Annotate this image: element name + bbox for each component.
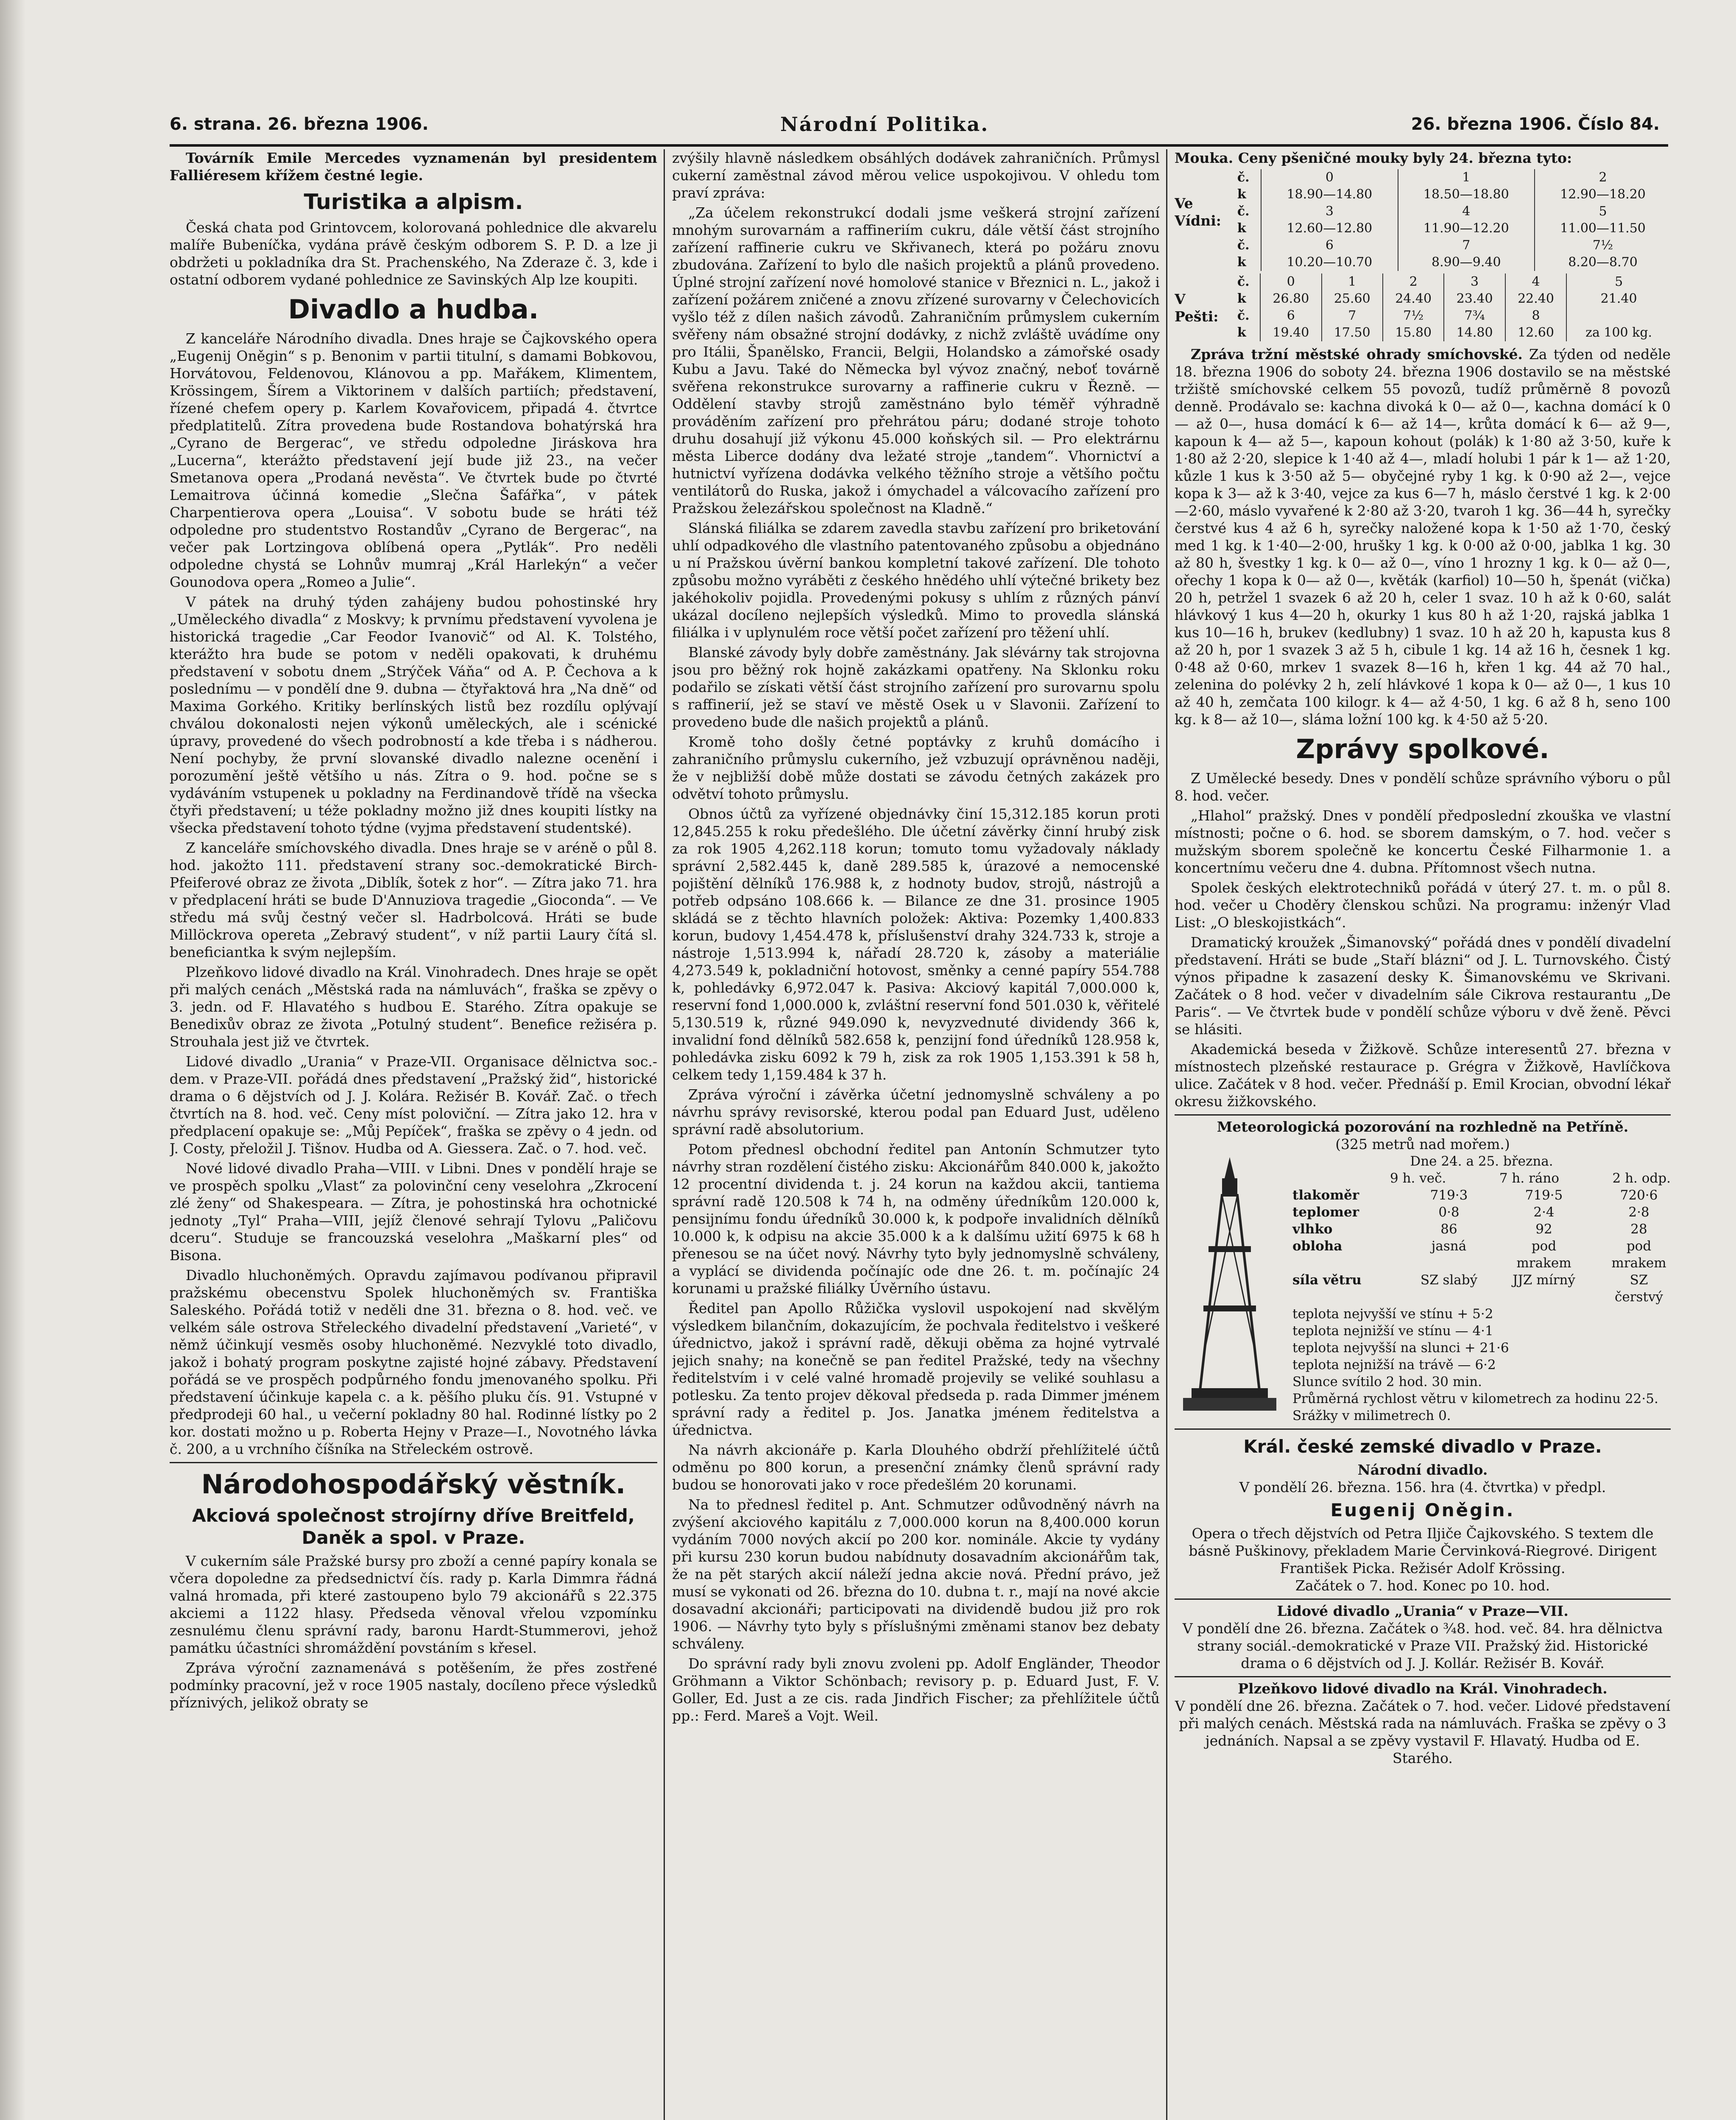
nd-subheading: Národní divadlo. bbox=[1357, 1462, 1488, 1478]
col2-paragraph-7: Zpráva výroční i závěrka účetní jednomyslně schváleny a po návrhu správy revisorské, kterou podal pan Eduard Just, udělenо správní radě absolutorium. bbox=[672, 1086, 1160, 1138]
breitfeld-paragraph-1: V cukerním sále Pražské bursy pro zboží a cenné papíry konala se včera dopoledne za předsednictví čís. rady p. Karla Dimmra řádná valná hromada, při které zastoupeno bylo 79 akcionářů s 22.375 akciemi a 1122 hlasy. Předseda věnoval vřelou vzpomínku zesnulému členu správní rady, baronu Hardt-Stummerovi, jehož památku účastníci shromáždění povstáním s křesel. bbox=[170, 1553, 657, 1656]
mouka-wien-cell: 11.90—12.20 bbox=[1398, 220, 1535, 237]
narodohospodarsky-heading: Národohospodářský věstník. bbox=[201, 1469, 626, 1500]
mouka-pest-row bbox=[1235, 324, 1671, 341]
meteo-row-value: 720·6 bbox=[1620, 1188, 1658, 1203]
meteo-line: teplota nejvyšší na slunci + 21·6 bbox=[1292, 1340, 1509, 1356]
mouka-pest-cell: 26.80 bbox=[1260, 290, 1321, 307]
meteo-row-value: pod mrakem bbox=[1611, 1239, 1666, 1271]
meteo-row-label: teplomer bbox=[1292, 1205, 1359, 1220]
intro-notice: Továrník Emile Mercedes vyznamenán byl presidentem Falliéresem křížem čestné legie. bbox=[170, 150, 657, 184]
meteo-column-header: 9 h. več. bbox=[1390, 1171, 1446, 1186]
header-rule bbox=[170, 144, 1668, 147]
col2-paragraph-5: Kromě toho došly četné poptávky z kruhů domácího i zahraničního průmyslu cukerního, jež vzbuzují oprávněnou naději, že v nejbližší době může dostati se závodu četných zakázek pro odvětví tohoto průmyslu. bbox=[672, 734, 1160, 802]
mouka-wien-row bbox=[1235, 186, 1671, 203]
plzenkovo-notice bbox=[1175, 1676, 1671, 1767]
meteo-row-value: JJZ mírný bbox=[1513, 1272, 1575, 1288]
mouka-wien-cell: č. bbox=[1237, 238, 1250, 253]
meteo-line: Slunce svítilo 2 hod. 30 min. bbox=[1292, 1374, 1482, 1389]
meteo-row-value: 2·4 bbox=[1533, 1205, 1555, 1220]
mouka-pest-cell: 14.80 bbox=[1444, 324, 1505, 341]
meteo-date: Dne 24. a 25. března. bbox=[1410, 1154, 1553, 1169]
mouka-pest-cell: 2 bbox=[1383, 273, 1444, 290]
mouka-intro: Mouka. Ceny pšeničné mouky byly 24. března tyto: bbox=[1175, 150, 1572, 166]
mouka-wien-cell: 3 bbox=[1261, 203, 1398, 220]
divadlo-paragraph-3: Z kanceláře smíchovského divadla. Dnes hraje se v aréně o půl 8. hod. jakožto 111. představení strany soc.-demokratické Birch-Pfeiferové obraz ze života „Diblík, šotek z hor“. — Zítra jako 71. hra v předplacení hráti se bude D'Annuziova tragedie „Gioconda“. — Ve středu má svůj čestný večer sl. Hadrbolcová. Hráti se bude Millöckrova opereta „Zebravý student“, v níž partii Laury čítá sl. beneficiantka k svým nejlepším. bbox=[170, 840, 657, 960]
mouka-pest-cell: 7¾ bbox=[1444, 307, 1505, 324]
meteo-row-value: 719·3 bbox=[1430, 1188, 1468, 1203]
mouka-pest-cell: 7½ bbox=[1383, 307, 1444, 324]
nd-line-2: Opera o třech dějstvích od Petra Iljiče Čajkovského. S textem dle básně Puškinovy, překladem Marie Červinková-Riegrové. Dirigent František Picka. Režisér Adolf Krössing. bbox=[1189, 1525, 1657, 1576]
nd-heading: Král. české zemské divadlo v Praze. bbox=[1243, 1436, 1602, 1457]
masthead-title: Národní Politika. bbox=[780, 113, 989, 136]
col2-paragraph-6: Obnos účtů za vyřízené objednávky činí 15,312.185 korun proti 12,845.255 k roku předešlého. Dle účetní závěrky činní hrubý zisk za rok 1905 4,262.118 korun; tomuto tomu vyžadovaly náklady správní 2,582.445 k, daně 289.585 k, úrazové a nemocenské pojištění dělníků 176.988 k, z hodnoty budov, strojů, nástrojů a potřeb odpsáno 108.666 k. — Bilance ze dne 31. prosince 1905 skládá se z těchto hlavních položek: Aktiva: Pozemky 1,400.833 korun, budovy 1,454.478 k, příslušenství drahy 324.733 k, stroje a nástroje 1,513.994 k, nářadí 28.720 k, zásoby a materiálie 4,273.549 k, pokladniční hotovost, směnky a cenné papíry 554.788 k, pohledávky 6,972.047 k. Pasiva: Akciový kapitál 7,000.000 k, reservní fond 1,000.000 k, zvláštní reservní fond 501.030 k, věřitelé 5,130.519 k, různé 949.090 k, nevyzvednuté dividendy 366 k, invalidní fond dělníků 582.658 k, penzijní fond úředníků 128.958 k, pohledávka zisku 6092 k 79 h, zisk za rok 1905 1,153.391 k 58 h, celkem tedy 1,159.484 k 37 h. bbox=[672, 806, 1160, 1083]
mouka-pest-cell: 25.60 bbox=[1322, 290, 1383, 307]
divadlo-heading: Divadlo a hudba. bbox=[288, 294, 539, 325]
mouka-pest-cell: 4 bbox=[1505, 273, 1566, 290]
mouka-wien-cell: 4 bbox=[1398, 203, 1535, 220]
col2-paragraph-3: Slánská filiálka se zdarem zavedla stavbu zařízení pro briketování uhlí odpadkového dle vlastního patentovaného způsobu a objednáno u ní Pražskou úvěrní bankou kompletní takové zařízení. Dle tohoto způsobu možno vyráběti z českého hnědého uhlí výtečné brikety bez jakéhokoliv pojidla. Provedenými pokusy s uhlím z různých pánví ukázal docíleno nejlepších výsledků. Mimo to provedla slánská filiálka i v uplynulém roce větší počet zařízení pro těžení uhlí. bbox=[672, 520, 1160, 641]
meteo-rows bbox=[1292, 1187, 1671, 1305]
mouka-wien-cell: 0 bbox=[1261, 169, 1398, 186]
meteo-subheading: (325 metrů nad mořem.) bbox=[1335, 1136, 1510, 1152]
turistika-text: Česká chata pod Grintovcem, kolorovaná pohlednice dle akvarelu malíře Bubeníčka, vydána právě českým odborem S. P. D. a lze ji obdržeti u pokladníka dra St. Prachenského, Na Zderaze č. 3, kde i ostatní odborem vydané pohlednice ze Savinských Alp lze koupiti. bbox=[170, 219, 657, 288]
column-2 bbox=[672, 149, 1160, 2120]
divadlo-paragraph-2: V pátek na druhý týden zahájeny budou pohostinské hry „Uměleckého divadla“ z Moskvy; k prvnímu představení vyvolena je historická tragedie „Car Feodor Ivanovič“ od Al. K. Tolstého, kterážto hra bude se potom v neděli opakovati, k druhému představení v sobotu dnem „Strýček Váňa“ od A. P. Čechova a k poslednímu — v pondělí dne 9. dubna — čtyřaktová hra „Na dně“ od Maxima Gorkého. Kritiky berlínských listů bez rozdílu oplývají chválou dokonalosti nejen výkonů uměleckých, ale i scénické úpravy, provedené do všech podrobností a kde třeba i s nádherou. Není pochyby, že první slovanské divadlo nalezne ocenění i porozumění ještě většího u nás. Zítra o 9. hod. počne se s vydáváním vstupenek u pokladny na Ferdinandově třídě na všecka čtyři představení; u téže pokladny možno již dnes koupiti lístky na všecka představení tohoto týdne (vyjma představení studentské). bbox=[170, 594, 657, 836]
column-1 bbox=[170, 149, 657, 2120]
petrin-tower-icon bbox=[1175, 1153, 1285, 1416]
mouka-pest-row bbox=[1235, 307, 1671, 324]
mouka-wien-block bbox=[1175, 169, 1671, 271]
mouka-wien-row bbox=[1235, 203, 1671, 220]
meteo-line: teplota nejvyšší ve stínu + 5·2 bbox=[1292, 1306, 1493, 1322]
mouka-wien-cell: 18.90—14.80 bbox=[1261, 186, 1398, 203]
mouka-wien-cell: k bbox=[1237, 221, 1246, 236]
mouka-pest-cell: 21.40 bbox=[1566, 290, 1671, 307]
mouka-wien-cell: 11.00—11.50 bbox=[1535, 220, 1671, 237]
mouka-wien-row bbox=[1235, 220, 1671, 237]
urania-notice bbox=[1175, 1598, 1671, 1672]
mouka-wien-cell: 1 bbox=[1398, 169, 1535, 186]
mouka-wien-cell: č. bbox=[1237, 204, 1250, 219]
section-rule bbox=[170, 1462, 657, 1463]
meteo-row-value: 2·8 bbox=[1628, 1205, 1649, 1220]
col2-paragraph-9: Ředitel pan Apollo Růžička vyslovil uspokojení nad skvělým výsledkem bilančním, dokazujícím, že pochvala ředitelstvo i veškeré úřednictvo, jakož i správní radě, děkuji oběma za hojné vytrvalé jejich snahy; na konečně se pan ředitel Pražské, tedy na všechny ředitelstvím i v celé valné hromadě projevily se veliké souhlasu a potlesku. Za tento projev děkoval předseda p. rada Dimmer jménem správní rady a ředitel p. Jos. Janatka jménem ředitelstva a úřednictva. bbox=[672, 1300, 1160, 1438]
mouka-pest-cell: za 100 kg. bbox=[1566, 324, 1671, 341]
mouka-wien-cell: č. bbox=[1237, 170, 1250, 185]
turistika-heading: Turistika a alpism. bbox=[304, 190, 523, 214]
header-left: 6. strana. 26. března 1906. bbox=[170, 114, 429, 134]
mouka-pest-cell: č. bbox=[1237, 274, 1250, 289]
meteo-row-value: 719·5 bbox=[1525, 1188, 1563, 1203]
meteo-column-header: 2 h. odp. bbox=[1612, 1171, 1671, 1186]
mouka-pest-cell: 3 bbox=[1444, 273, 1505, 290]
mouka-pest-cell: č. bbox=[1237, 308, 1250, 323]
divadlo-paragraph-4: Plzeňkovo lidové divadlo na Král. Vinohradech. Dnes hraje se opět při malých cenách „Městská rada na námluvách“, fraška se zpěvy o 3. jedn. od F. Hlavatého s hudbou E. Starého. Zítra opakuje se Benedixův obraz ze života „Potulný student“. Benefice režiséra p. Strouhala jest již ve čtvrtek. bbox=[170, 964, 657, 1050]
mouka-pest-cell: 8 bbox=[1505, 307, 1566, 324]
urania-text: V pondělí dne 26. března. Začátek o ¾8. hod. več. 84. hra dělnictva strany sociál.-demokratické v Praze VII. Pražský žid. Historické drama o 6 dějstvích od J. J. Kollár. Režisér B. Kovář. bbox=[1182, 1620, 1663, 1671]
mouka-pest-cell: 6 bbox=[1260, 307, 1321, 324]
divadlo-paragraph-7: Divadlo hluchoněmých. Opravdu zajímavou podívanou připravil pražskému obecenstvu Spolek hluchoněmých sv. Františka Saleského. Pořádá totiž v neděli dne 31. března o 8. hod. več. ve velkém sále ostrova Střeleckého divadelní představení „Varieté“, v němž účinkují vesměs osoby hluchoněmé. Nezvyklé toto divadlo, jakož i bohatý program poskytne zajisté hojné zábavy. Představení pořádá se ve prospěch podpůrného fondu jmenovaného spolku. Při představení účinkuje kapela c. a k. pěšího pluku čís. 91. Vstupné v předprodeji 60 hal., u večerní pokladny 80 hal. Rodinné lístky po 2 kor. dostati možno u p. Roberta Hejny v Praze—I., Novotného lávka č. 200, a u vrchního číšníka na Střeleckém ostrově. bbox=[170, 1267, 657, 1457]
meteo-row bbox=[1292, 1272, 1671, 1305]
col2-paragraph-2: „Za účelem rekonstrukcí dodali jsme veškerá strojní zařízení mnohým surovarnám a raffineriím cukru, dále větší část strojního zařízení raffinerie cukru ve Skřivanech, která po požáru znovu zbudována. Zařízení to bylo dle našich projektů a plánů provedeno. Úplné strojní zařízení nové homolové stanice v Březnici n. L., jakož i zařízení požárem zničené a znovu zřízené surovarny v Čelechovicích vyšlo též z dílen našich závodů. Zahraničním průmyslem cukerním svěřeny nám obsažné strojní dodávky, z nichž zvláště uvádíme ony pro Itálii, Španělsko, Francii, Belgii, Holandsko a zámořské osady Kubu a Javu. Také do Německa byl vývoz značný, neboť továrně svěřena rekonstrukce surovarny a raffinerie cukru v Řezně. — Oddělení stavby strojů zaměstnáno bylo téměř výhradně prováděním zařízení pro přehrátou páru; dodané stroje tohoto druhu dosahují již výkonu 45.000 koňských sil. — Pro elektrárnu města Liberce dodány dva ležaté stroje „tandem“. Vhornictví a hutnictví vyřízena dodávka velkého těžního stroje a většího počtu ventilátorů do Ruska, jakož i ómychadel a válcovacího zařízení pro Pražskou železářskou společnost na Kladně.“ bbox=[672, 204, 1160, 516]
meteo-row-value: 0·8 bbox=[1438, 1205, 1460, 1220]
mouka-pest-cell: 23.40 bbox=[1444, 290, 1505, 307]
mouka-pest-cell: 12.60 bbox=[1505, 324, 1566, 341]
mouka-wien-table bbox=[1235, 169, 1671, 271]
mouka-pest-cell: 17.50 bbox=[1322, 324, 1383, 341]
breitfeld-paragraph-2: Zpráva výroční zaznamenává s potěšením, že přes zostřené podmínky pracovní, jež v roce 1905 nastaly, docíleno přece výsledků příznivých, jelikož obraty se bbox=[170, 1660, 657, 1711]
mouka-pest-cell: 0 bbox=[1260, 273, 1321, 290]
header-right: 26. března 1906. Číslo 84. bbox=[1411, 114, 1660, 134]
mouka-wien-cell: 8.20—8.70 bbox=[1535, 254, 1671, 271]
meteo-row-value: SZ čerstvý bbox=[1615, 1272, 1663, 1305]
spolky-item-2: „Hlahol“ pražský. Dnes v pondělí předposlední zkouška ve vlastní místnosti; počne o 6. hod. se sborem damským, o 7. hod. večer s mužským sborem společně ke koncertu České Filharmonie 1. a koncertnímu večeru dne 4. dubna. Přítomnost všech nutna. bbox=[1175, 807, 1671, 876]
meteo-column-header: 7 h. ráno bbox=[1499, 1171, 1560, 1186]
meteo-row-value: 28 bbox=[1630, 1222, 1647, 1237]
mouka-pest-cell: k bbox=[1237, 291, 1246, 306]
mouka-pest-cell: 5 bbox=[1566, 273, 1671, 290]
mouka-wien-cell: 6 bbox=[1261, 237, 1398, 254]
mouka-pest-label: V Pešti: bbox=[1175, 291, 1219, 325]
mouka-pest-cell: 19.40 bbox=[1260, 324, 1321, 341]
column-rule-1 bbox=[664, 149, 665, 2120]
nd-line-1: V pondělí 26. března. 156. hra (4. čtvrtka) v předpl. bbox=[1239, 1479, 1606, 1495]
page-edge-shadow bbox=[0, 0, 25, 2120]
mouka-pest-table bbox=[1235, 273, 1671, 341]
col2-paragraph-12: Do správní rady byli znovu zvoleni pp. Adolf Engländer, Theodor Gröhmann a Viktor Schönbach; revisory p. p. Eduard Just, F. V. Goller, Ed. Just a ze cis. rada Jindřich Fischer; za přehlížitele účtů pp.: Ferd. Mareš a Vojt. Weil. bbox=[672, 1655, 1160, 1724]
mouka-pest-cell: 1 bbox=[1322, 273, 1383, 290]
meteo-row-label: tlakoměr bbox=[1292, 1188, 1359, 1203]
breitfeld-subheading: Akciová společnost strojírny dříve Breitfeld, Daněk a spol. v Praze. bbox=[192, 1505, 635, 1548]
nd-notice bbox=[1175, 1428, 1671, 1594]
meteo-line: Průměrná rychlost větru v kilometrech za hodinu 22·5. bbox=[1292, 1391, 1658, 1406]
page-header bbox=[170, 114, 1660, 139]
mouka-wien-row bbox=[1235, 169, 1671, 186]
mouka-wien-cell: 7 bbox=[1398, 237, 1535, 254]
nd-line-3: Začátek o 7. hod. Konec po 10. hod. bbox=[1295, 1577, 1550, 1594]
mouka-pest-row bbox=[1235, 273, 1671, 290]
spolky-item-4: Dramatický kroužek „Šimanovský“ pořádá dnes v pondělí divadelní představení. Hráti se bude „Staří blázni“ od J. L. Turnovského. Čistý výnos připadne k zasazení desky K. Šimanovskému ve Skrivani. Začátek o 8 hod. večer v divadelním sále Cikrova restaurantu „De Paris“. — Ve čtvrtek bude v pondělí schůze výboru v dvě ženě. Pěvci se hlásiti. bbox=[1175, 934, 1671, 1038]
column-rule-2 bbox=[1166, 149, 1167, 2120]
mouka-pest-cell: 7 bbox=[1322, 307, 1383, 324]
divadlo-paragraph-6: Nové lidové divadlo Praha—VIII. v Libni. Dnes v pondělí hraje se ve prospěch spolku „Vlast“ za polovinční ceny veselohra „Zkrocení zlé ženy“ od Shakespeara. — Zítra, je pohostinská hra ochotnické jednoty „Tyl“ Praha—VIII, jejíž členové sehrají Tylovu „Paličovu dceru“. Studuje se francouzská veselohra „Maškarní ples“ od Bisona. bbox=[170, 1160, 657, 1264]
mouka-wien-cell: 12.60—12.80 bbox=[1261, 220, 1398, 237]
column-3 bbox=[1175, 149, 1671, 2120]
meteo-lines bbox=[1292, 1305, 1671, 1424]
mouka-pest-cell: 15.80 bbox=[1383, 324, 1444, 341]
mouka-pest-cell: 24.40 bbox=[1383, 290, 1444, 307]
meteo-column-headers bbox=[1292, 1170, 1671, 1187]
mouka-wien-label: Ve Vídni: bbox=[1175, 195, 1221, 229]
meteo-row-value: SZ slabý bbox=[1420, 1272, 1478, 1288]
meteo-row-value: pod mrakem bbox=[1516, 1239, 1571, 1271]
col2-paragraph-11: Na to přednesl ředitel p. Ant. Schmutzer odůvodněný návrh na zvýšení akciového kapitálu z 7,000.000 korun na 8,400.000 korun vydáním 7000 nových akcií po 200 kor. nominále. Akcie ty vydány při kursu 230 korun budou nabídnuty dosavadním akcionářům tak, že na pět starých akcií náleží jedna akcie nová. Přední právo, jež musí se vykonati od 26. března do 10. dubna t. r., mají na nové akcie dosavadní akcionáři; participovati na dividendě budou již pro rok 1906. — Návrhy tyto byly s příslušnými změnami stanov bez debaty schváleny. bbox=[672, 1496, 1160, 1652]
meteo-line: teplota nejnižší ve stínu — 4·1 bbox=[1292, 1323, 1493, 1339]
mouka-wien-row bbox=[1235, 237, 1671, 254]
plzenkovo-text: V pondělí dne 26. března. Začátek o 7. hod. večer. Lidové představení při malých cenách. Městská rada na námluvách. Fraška se zpěvy o 3 jednáních. Napsal a se zpěvy vystavil F. Hlavatý. Hudba od E. Starého. bbox=[1175, 1698, 1671, 1766]
col2-paragraph-4: Blanské závody byly dobře zaměstnány. Jak slévárny tak strojovna jsou pro běžný rok hojně zakázkami opatřeny. Na Sklonku roku podařilo se získati větší část strojního zařízení pro surovarnu spolu s raffinerií, jež se staví ve městě Osek u v Slavonii. Zařízení to provedeno bude dle našich projektů a plánů. bbox=[672, 644, 1160, 730]
meteo-row bbox=[1292, 1187, 1671, 1204]
mouka-wien-cell: k bbox=[1237, 187, 1246, 202]
meteo-box bbox=[1175, 1114, 1671, 1424]
divadlo-paragraph-1: Z kanceláře Národního divadla. Dnes hraje se Čajkovského opera „Eugenij Oněgin“ s p. Benonim v partii titulní, s damami Bobkovou, Horvátovou, Feldenovou, Klánovou a pp. Mařákem, Klimentem, Krössingem, Šírem a Viktorinem v dalších partiích; představení, řízené chefem opery p. Karlem Kovařovicem, připadá 4. čtvrtce předplatitelů. Zítra provedena bude Rostandova bohatýrská hra „Cyrano de Bergerac“, ve středu odpoledne Jiráskova hra „Lucerna“, kterážto představení její bude již 23., na večer Smetanova opera „Prodaná nevěsta“. Ve čtvrtek bude po čtvrté Lemaitrova účinná komedie „Slečna Šafářka“, v pátek Charpentierova opera „Louisa“. V sobotu bude se hráti též odpoledne pro studentstvo Rostandův „Cyrano de Bergerac“, na večer pak Lortzingova oblíbená opera „Pytlák“. Pro neděli odpoledne chystá se Lohnův mumraj „Král Harlekýn“ a večer Gounodova opera „Romeo a Julie“. bbox=[170, 330, 657, 590]
nd-title: Eugenij Oněgin. bbox=[1330, 1500, 1515, 1520]
meteo-row bbox=[1292, 1238, 1671, 1272]
meteo-line: teplota nejnižší na trávě — 6·2 bbox=[1292, 1357, 1496, 1372]
trziste-heading: Zpráva tržní městské ohrady smíchovské. bbox=[1191, 346, 1523, 363]
mouka-pest-cell: k bbox=[1237, 325, 1246, 340]
plzenkovo-heading: Plzeňkovo lidové divadlo na Král. Vinohradech. bbox=[1238, 1680, 1608, 1697]
mouka-wien-cell: 7½ bbox=[1535, 237, 1671, 254]
mouka-wien-cell: 8.90—9.40 bbox=[1398, 254, 1535, 271]
mouka-pest-block bbox=[1175, 273, 1671, 341]
meteo-row bbox=[1292, 1221, 1671, 1238]
mouka-pest-cell bbox=[1566, 307, 1671, 324]
spolky-item-1: Z Umělecké besedy. Dnes v pondělí schůze správního výboru o půl 8. hod. večer. bbox=[1175, 770, 1671, 804]
spolky-heading: Zprávy spolkové. bbox=[1296, 734, 1549, 764]
meteo-row bbox=[1292, 1204, 1671, 1221]
mouka-wien-cell: 2 bbox=[1535, 169, 1671, 186]
spolky-item-5: Akademická beseda v Žižkově. Schůze interesentů 27. března v místnostech plzeňské restaurace p. Grégra v Žižkově, Havlíčkova ulice. Začátek v 8 hod. večer. Přednáší p. Emil Krocian, obvodní lékař okresu žižkovského. bbox=[1175, 1041, 1671, 1110]
mouka-wien-row bbox=[1235, 254, 1671, 271]
meteo-heading: Meteorologická pozorování na rozhledně na Petříně. bbox=[1217, 1119, 1629, 1135]
divadlo-paragraph-5: Lidové divadlo „Urania“ v Praze-VII. Organisace dělnictva soc.-dem. v Praze-VII. pořádá dnes představení „Pražský žid“, historické drama o 6 dějstvích od J. J. Kolára. Režisér B. Kovář. Zač. o třech čtvrtích na 8. hod. več. Ceny míst poloviční. — Zítra jako 12. hra v předplacení opakuje se: „Můj Pepíček“, fraška se zpěvy o 4 jedn. od J. Costy, přeložil J. Tišnov. Hudba od A. Giessera. Zač. o 7. hod. več. bbox=[170, 1053, 657, 1157]
meteo-row-value: jasná bbox=[1431, 1239, 1467, 1254]
meteo-row-label: síla větru bbox=[1292, 1272, 1362, 1288]
meteo-row-value: 92 bbox=[1535, 1222, 1552, 1237]
meteo-row-label: obloha bbox=[1292, 1239, 1342, 1254]
urania-heading: Lidové divadlo „Urania“ v Praze—VII. bbox=[1277, 1603, 1569, 1619]
mouka-wien-cell: 5 bbox=[1535, 203, 1671, 220]
meteo-row-label: vlhko bbox=[1292, 1222, 1333, 1237]
mouka-wien-cell: 12.90—18.20 bbox=[1535, 186, 1671, 203]
spolky-item-3: Spolek českých elektrotechniků pořádá v úterý 27. t. m. o půl 8. hod. večer u Choděry členskou schůzi. Na programu: inženýr Vlad List: „O bleskojistkách“. bbox=[1175, 879, 1671, 931]
mouka-pest-cell: 22.40 bbox=[1505, 290, 1566, 307]
col2-paragraph-1: zvýšily hlavně následkem obsáhlých dodávek zahraničních. Průmysl cukerní zaměstnal závod měrou velice uspokojivou. V ohledu tom praví zpráva: bbox=[672, 150, 1160, 201]
meteo-row-value: 86 bbox=[1440, 1222, 1457, 1237]
col2-paragraph-10: Na návrh akcionáře p. Karla Dlouhého obdrží přehlížitelé účtů odměnu po 800 korun, a presenční známky členů správní rady budou se honorovati jako v roce předešlém 20 korunami. bbox=[672, 1442, 1160, 1493]
mouka-wien-cell: k bbox=[1237, 255, 1246, 270]
trziste-text: Za týden od neděle 18. března 1906 do soboty 24. března 1906 dostavilo se na městské tržiště smíchovské celkem 55 povozů, tudíž průměrně 8 povozů denně. Prodávalo se: kachna divoká k 0— až 0—, kachna domácí k 0— až 0—, husa domácí k 6— až 14—, krůta domácí k 6— až 9—, kapoun k 4— až 5—, kapoun kohout (polák) k 1·80 až 3·50, kuře k 1·80 až 2·20, slepice k 1·40 až 4—, mladí holubi 1 pár k 1— až 1·20, kůzle 1 kus k 3·50 až 5— obyčejné ryby 1 kg. k 0·90 až 2—, vejce kopa k 3— až k 3·40, vejce za kus 6—7 h, máslo čerstvé 1 kg. k 2·00—2·60, máslo vyvařené k 2·80 až 3·20, tvaroh 1 kg. 36—44 h, syrečky čerstvé kus 4 až 6 h, syrečky naložené kopa k 1·50 až 1·70, český med 1 kg. k 1·40—2·00, hrušky 1 kg. k 0·00 až 0·00, jablka 1 kg. 30 až 80 h, švestky 1 kg. k 0— až 0—, víno 1 hrozny 1 kg. k 0— až 0—, ořechy 1 kopa k 0— až 0—, květák (karfiol) 10—50 h, špenát (vička) 20 h, petržel 1 svazek 6 až 20 h, celer 1 svaz. 10 h až k 0·60, salát hlávkový 1 kus 4—20 h, okurky 1 kus 80 h až 1·20, rajská jablka 1 kus 10—16 h, brukev (kedlubny) 1 svaz. 10 h až 20 h, kapusta kus 8 až 20 h, por 1 svazek 3 až 5 h, cibule 1 kg. 14 až 16 h, česnek 1 kg. 0·48 až 0·60, mrkev 1 svazek 8—16 h, křen 1 kg. 44 až 70 hal., zelenina do polévky 2 h, zelí hlávkové 1 kopa k 0— až 0—, 1 kus 10 až 40 h, zemčata 100 kilogr. k 4— až 4·50, 1 kg. 6 až 8 h, seno 100 kg. k 8— až 10—, sláma ložní 100 kg. k 4·50 až 5·20. bbox=[1175, 346, 1671, 728]
meteo-line: Srážky v milimetrech 0. bbox=[1292, 1408, 1451, 1423]
mouka-wien-cell: 10.20—10.70 bbox=[1261, 254, 1398, 271]
mouka-pest-row bbox=[1235, 290, 1671, 307]
col2-paragraph-8: Potom přednesl obchodní ředitel pan Antonín Schmutzer tyto návrhy stran rozdělení čistého zisku: Akcionářům 840.000 k, jakožto 12 procentní dividenda t. j. 24 korun na každou akcii, tantiema správní radě 120.508 k 74 h, na odměny úředníkům 120.000 k, pensijnímu fondu úředníků 30.000 k, k podpoře invalidních dělníků 10.000 k, k odpisu na akcie 35.000 k a k dalšímu užití 6975 k 68 h přenesou se na účet nový. Návrhy tyto byly jednomyslně schváleny, a vyplácí se dividenda počínajíc ode dne 26. t. m. počínajíc 24 korunami u pražské filiálky Úvěrního ústavu. bbox=[672, 1141, 1160, 1297]
mouka-wien-cell: 18.50—18.80 bbox=[1398, 186, 1535, 203]
